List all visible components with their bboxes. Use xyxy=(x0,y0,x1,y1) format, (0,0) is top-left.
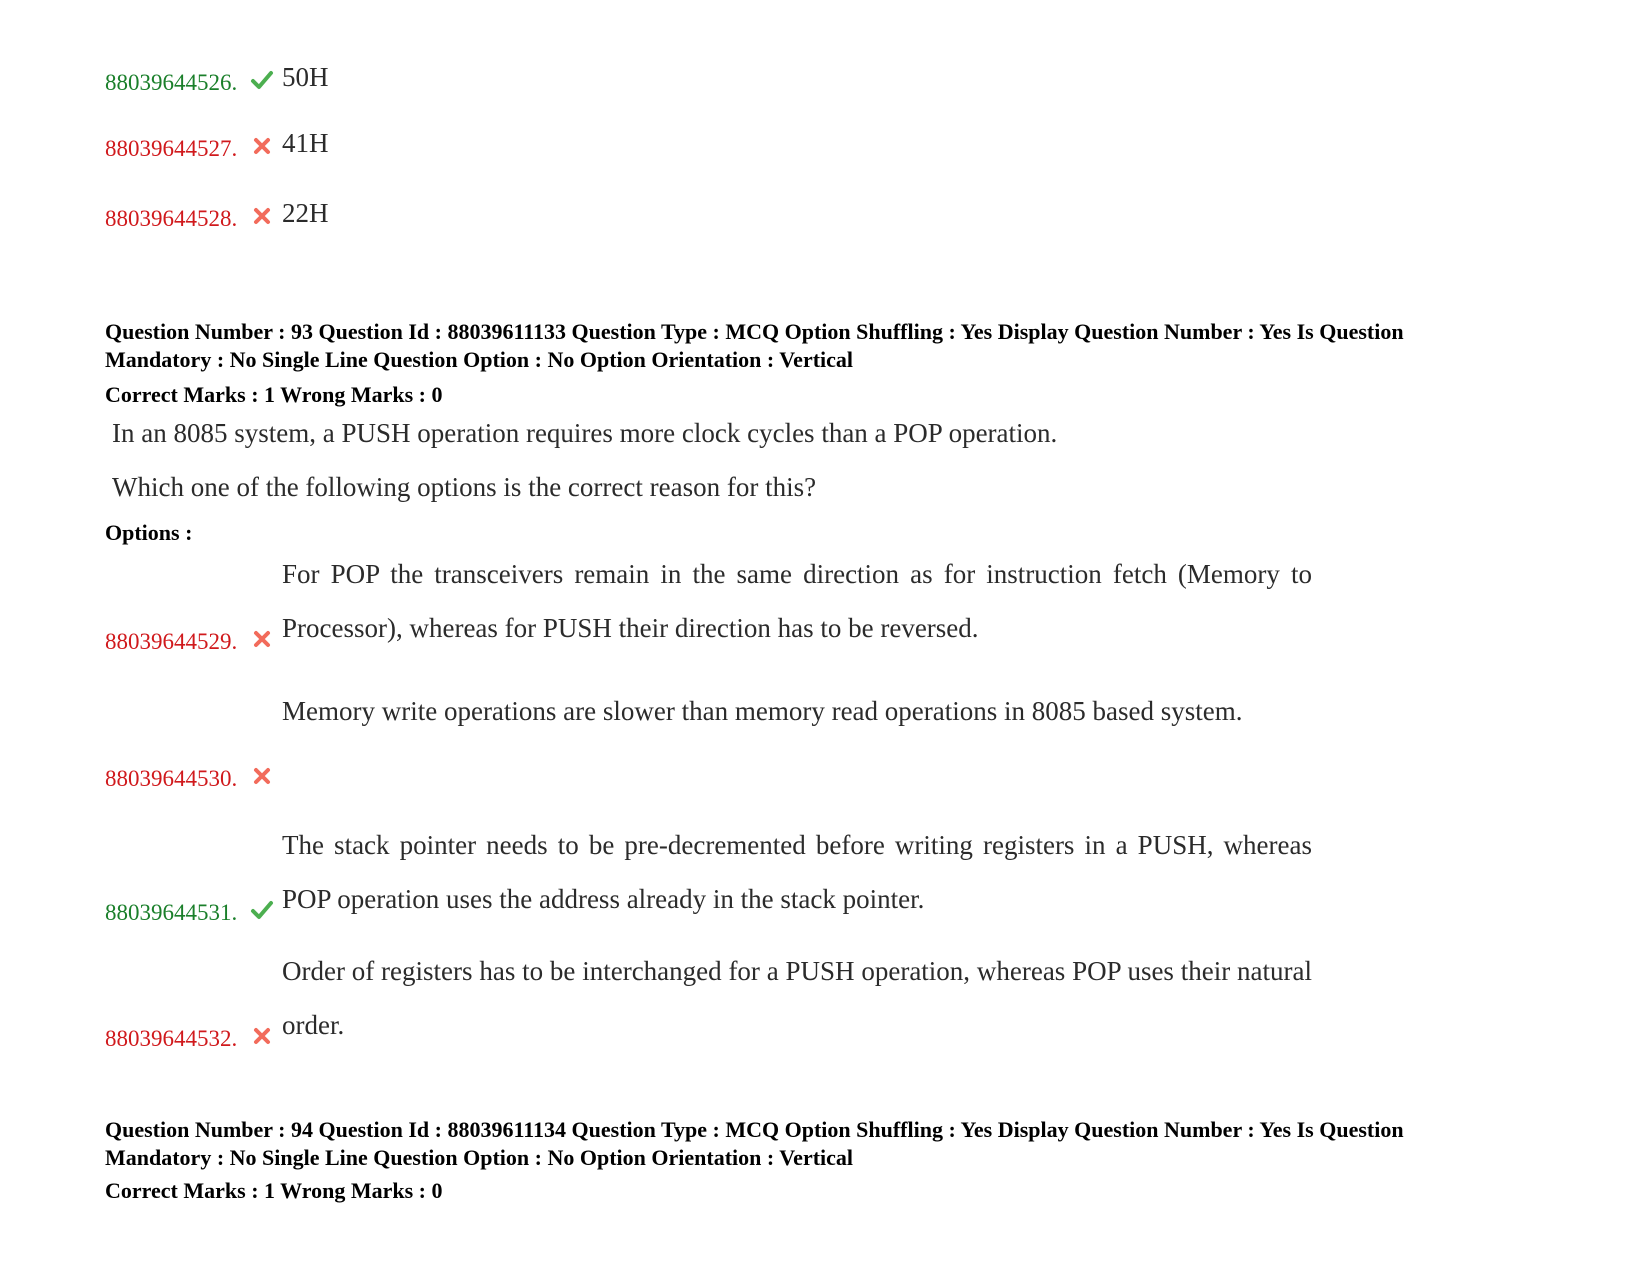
question-meta xyxy=(105,1116,1555,1172)
cross-icon xyxy=(250,627,274,651)
question-meta-line: Mandatory : No Single Line Question Option : No Option Orientation : Vertical xyxy=(105,347,854,372)
option-text: 22H xyxy=(282,198,329,228)
option-text: Memory write operations are slower than memory read operations in 8085 based system. xyxy=(282,696,1243,726)
option-text: For POP the transceivers remain in the same direction as for instruction fetch (Memory to Processor), whereas for PUSH their direction has to be reversed. xyxy=(282,559,1312,643)
option-id: 88039644527. xyxy=(105,136,238,161)
question-text-line: Which one of the following options is the correct reason for this? xyxy=(112,472,817,502)
cross-icon xyxy=(250,204,274,228)
option-id: 88039644528. xyxy=(105,206,238,231)
cross-icon xyxy=(250,1024,274,1048)
question-meta xyxy=(105,318,1555,374)
question-meta-line: Mandatory : No Single Line Question Option : No Option Orientation : Vertical xyxy=(105,1145,854,1170)
check-icon xyxy=(250,68,274,92)
option-id: 88039644531. xyxy=(105,900,238,925)
question-meta-line: Question Number : 93 Question Id : 88039611133 Question Type : MCQ Option Shuffling : Yes Display Question Number : Yes Is Question xyxy=(105,319,1404,344)
question-marks: Correct Marks : 1 Wrong Marks : 0 xyxy=(105,382,443,407)
option-text: 50H xyxy=(282,62,329,92)
check-icon xyxy=(250,898,274,922)
option-id: 88039644529. xyxy=(105,629,238,654)
cross-icon xyxy=(250,134,274,158)
option-text: Order of registers has to be interchanged for a PUSH operation, whereas POP uses their natural order. xyxy=(282,956,1312,1040)
option-text: The stack pointer needs to be pre-decremented before writing registers in a PUSH, whereas POP operation uses the address already in the stack pointer. xyxy=(282,830,1312,914)
option-id: 88039644526. xyxy=(105,70,238,95)
option-id: 88039644530. xyxy=(105,766,238,791)
question-meta-line: Question Number : 94 Question Id : 88039611134 Question Type : MCQ Option Shuffling : Yes Display Question Number : Yes Is Question xyxy=(105,1117,1404,1142)
question-text-line: In an 8085 system, a PUSH operation requires more clock cycles than a POP operation. xyxy=(112,418,1058,448)
option-text: 41H xyxy=(282,128,329,158)
question-marks: Correct Marks : 1 Wrong Marks : 0 xyxy=(105,1178,443,1203)
cross-icon xyxy=(250,764,274,788)
options-label: Options : xyxy=(105,520,193,545)
option-id: 88039644532. xyxy=(105,1026,238,1051)
